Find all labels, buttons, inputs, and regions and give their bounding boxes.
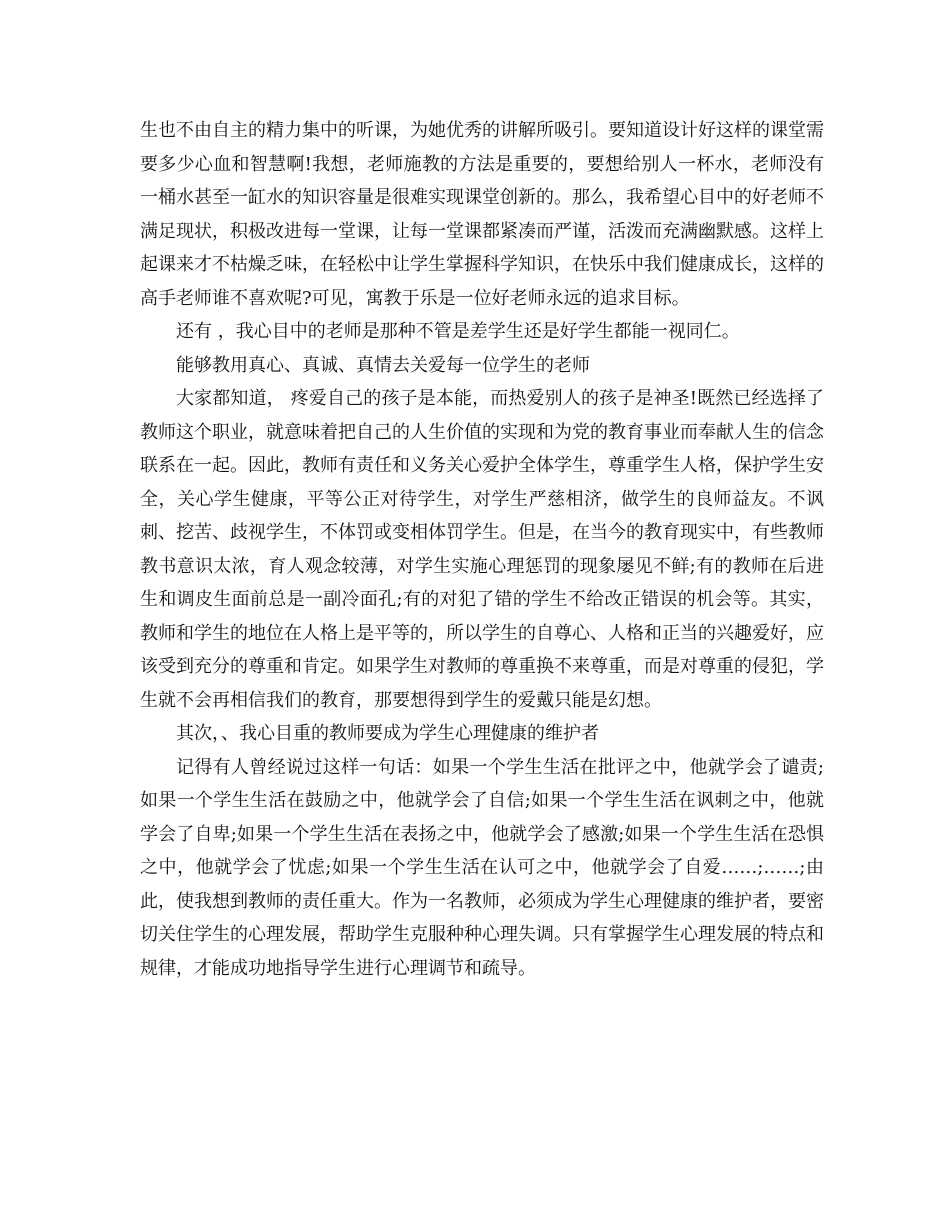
- paragraph-6: 记得有人曾经说过这样一句话：如果一个学生生活在批评之中，他就学会了谴责;如果一个学生生活在鼓励之中，他就学会了自信;如果一个学生生活在讽刺之中，他就学会了自卑;如果一个学生生活在表扬之中，他就学会了感激;如果一个学生生活在恐惧之中，他就学会了忧虑;如果一个学生生活在认可之中，他就学会了自爱……;……;由此，使我想到教师的责任重大。作为一名教师，必须成为学生心理健康的维护者，要密切关住学生的心理发展，帮助学生克服种种心理失调。只有掌握学生心理发展的特点和规律，才能成功地指导学生进行心理调节和疏导。: [140, 756, 824, 979]
- paragraph-1: 生也不由自主的精力集中的听课，为她优秀的讲解所吸引。要知道设计好这样的课堂需要多少心血和智慧啊!我想，老师施教的方法是重要的，要想给别人一杯水，老师没有一桶水甚至一缸水的知识容量是很难实现课堂创新的。那么，我希望心目中的好老师不满足现状，积极改进每一堂课，让每一堂课都紧凑而严谨，活泼而充满幽默感。这样上起课来才不枯燥乏味，在轻松中让学生掌握科学知识，在快乐中我们健康成长，这样的高手老师谁不喜欢呢?可见，寓教于乐是一位好老师永远的追求目标。: [140, 120, 824, 309]
- paragraph-2: 还有 ，我心目中的老师是那种不管是差学生还是好学生都能一视同仁。: [176, 321, 740, 342]
- document-body: [140, 114, 824, 985]
- paragraph-4: 大家都知道， 疼爱自己的孩子是本能，而热爱别人的孩子是神圣!既然已经选择了教师这个职业，就意味着把自己的人生价值的实现和为党的教育事业而奉献人生的信念联系在一起。因此，教师有责任和义务关心爱护全体学生，尊重学生人格，保护学生安全，关心学生健康，平等公正对待学生，对学生严慈相济，做学生的良师益友。不讽刺、挖苦、歧视学生，不体罚或变相体罚学生。但是，在当今的教育现实中，有些教师教书意识太浓，育人观念较薄，对学生实施心理惩罚的现象屡见不鲜;有的教师在后进生和调皮生面前总是一副冷面孔;有的对犯了错的学生不给改正错误的机会等。其实，教师和学生的地位在人格上是平等的，所以学生的自尊心、人格和正当的兴趣爱好，应该受到充分的尊重和肯定。如果学生对教师的尊重换不来尊重，而是对尊重的侵犯，学生就不会再相信我们的教育，那要想得到学生的爱戴只能是幻想。: [140, 388, 824, 711]
- paragraph-3-heading: 能够教用真心、真诚、真情去关爱每一位学生的老师: [176, 354, 590, 376]
- paragraph-5-heading: 其次，、我心目重的教师要成为学生心理健康的维护者: [176, 723, 599, 744]
